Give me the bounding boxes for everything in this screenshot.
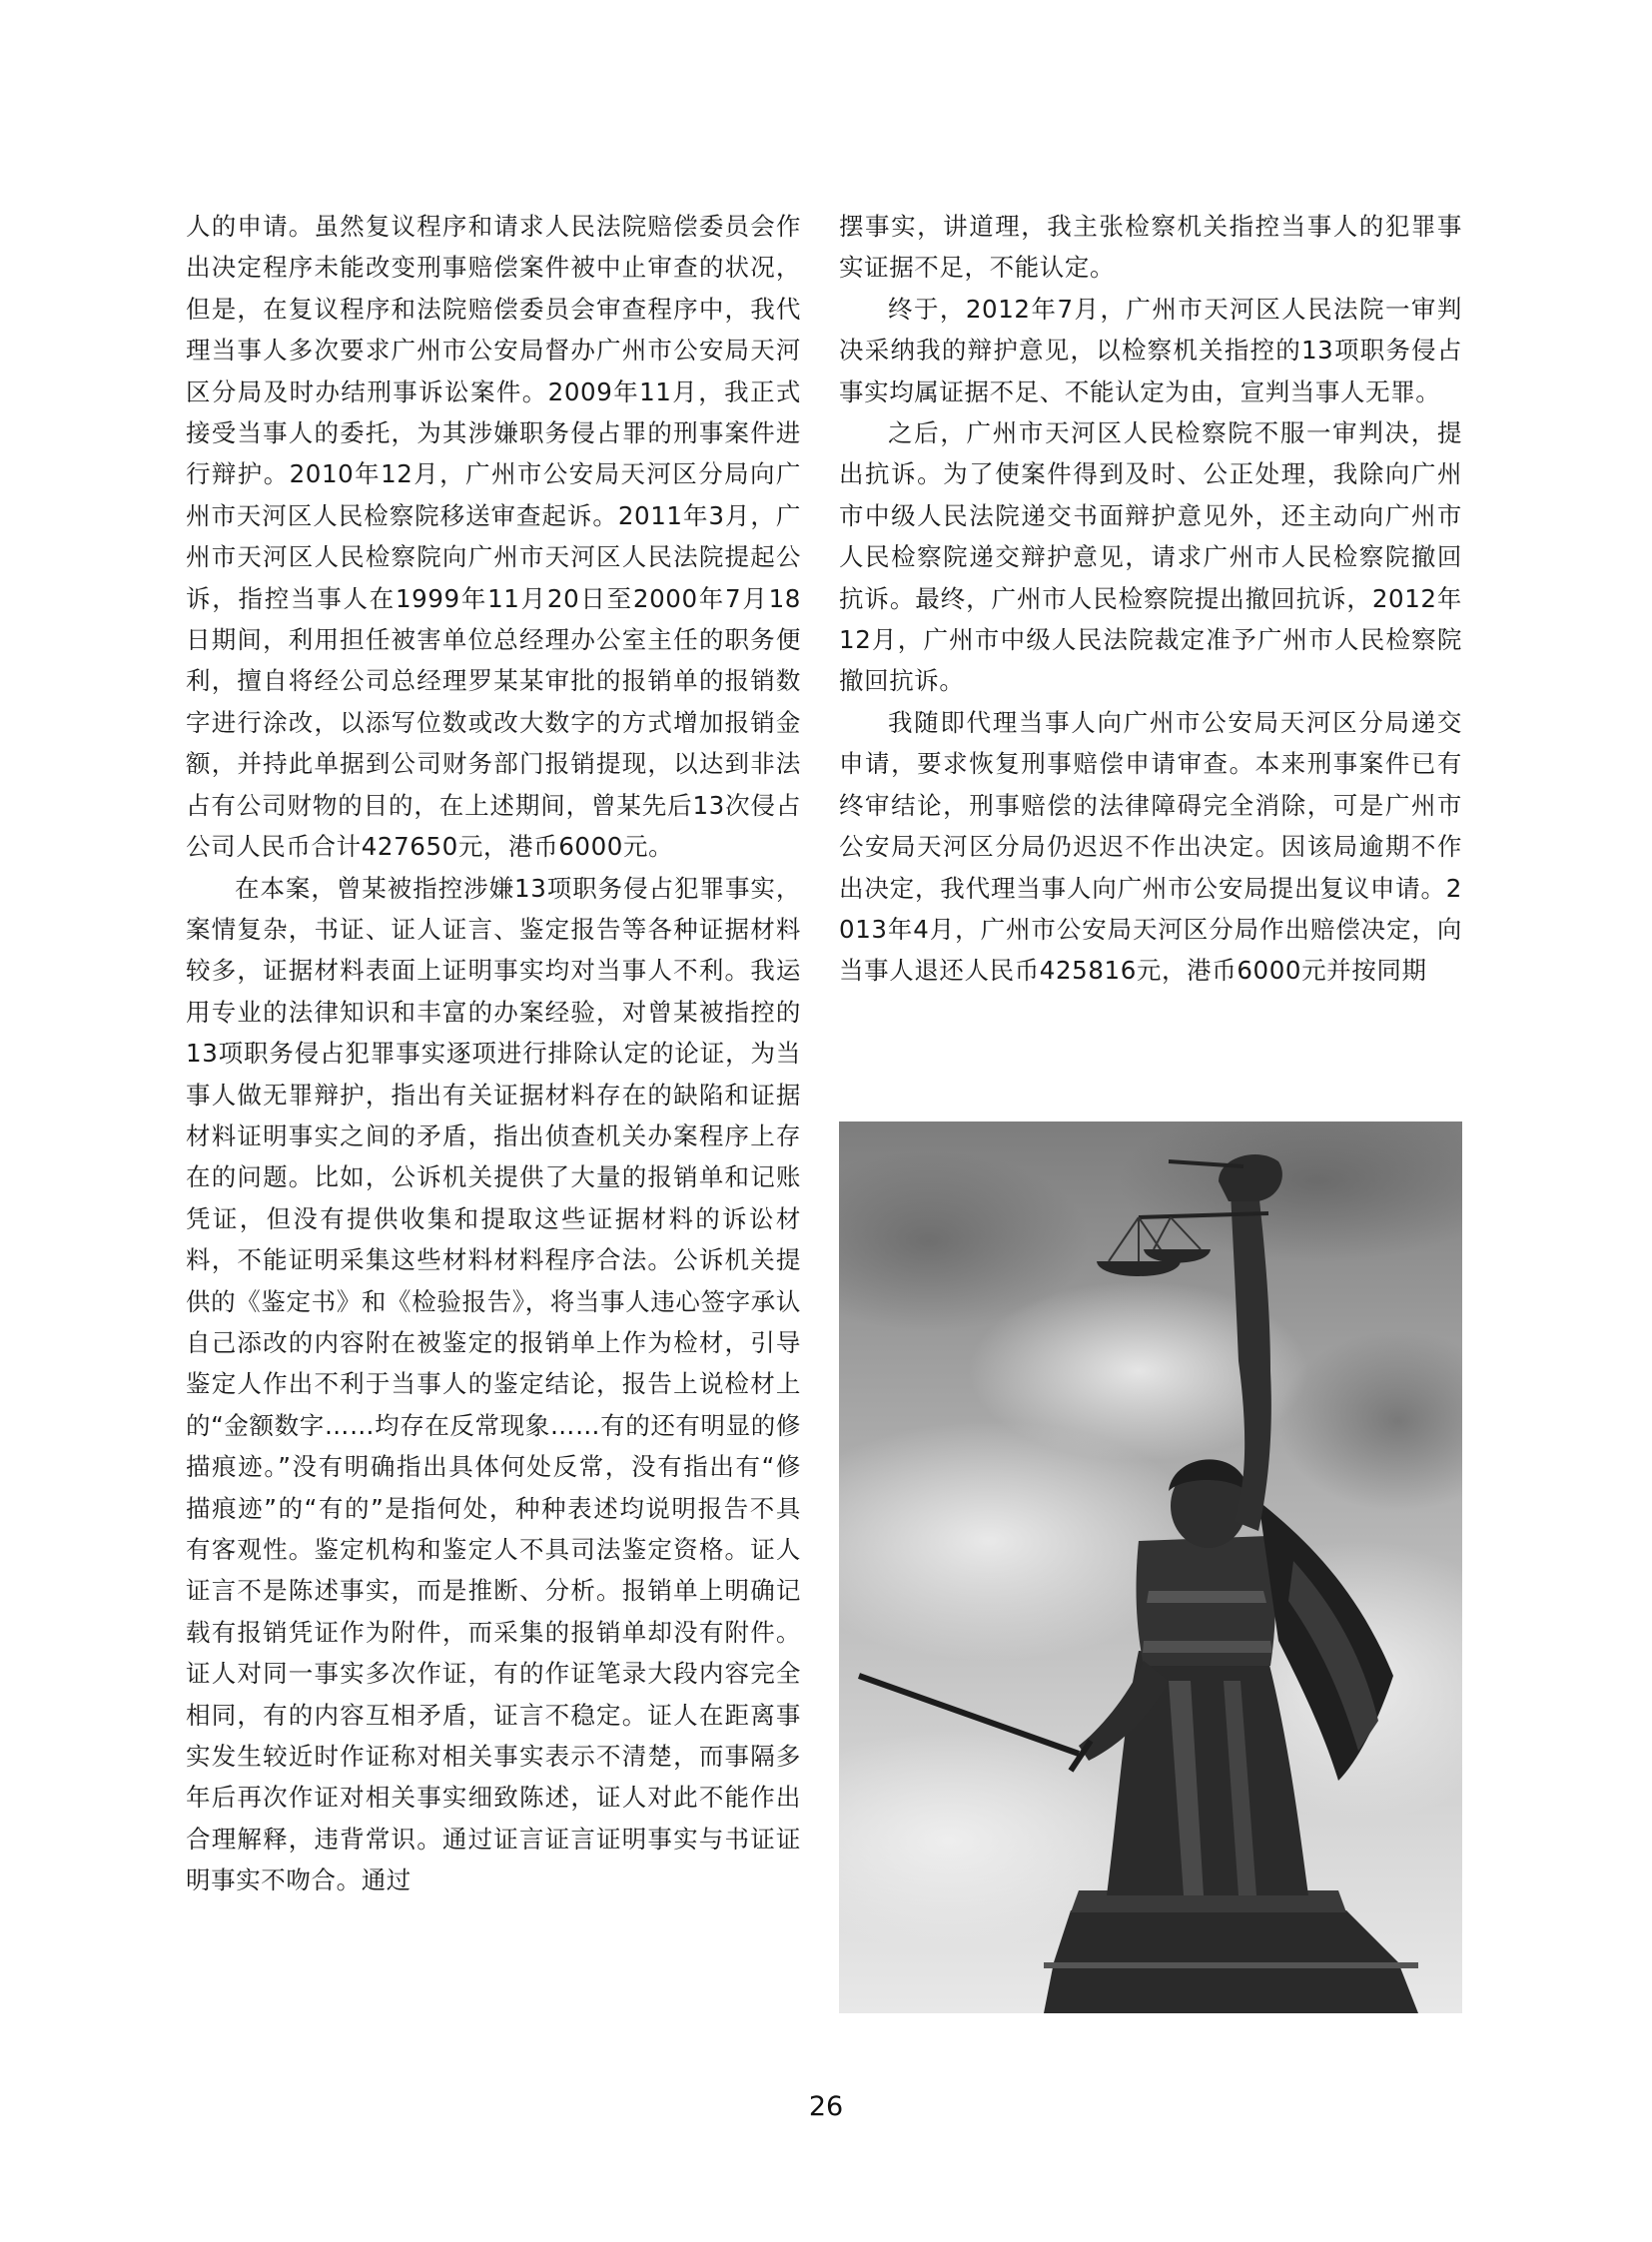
body-paragraph: 在本案，曾某被指控涉嫌13项职务侵占犯罪事实，案情复杂，书证、证人证言、鉴定报告等各种证据材料较多，证据材料表面上证明事实均对当事人不利。我运用专业的法律知识和丰富的办案经验，对曾某被指控的13项职务侵占犯罪事实逐项进行排除认定的论证，为当事人做无罪辩护，指出有关证据材料存在的缺陷和证据材料证明事实之间的矛盾，指出侦查机关办案程序上存在的问题。比如，公诉机关提供了大量的报销单和记账凭证，但没有提供收集和提取这些证据材料的诉讼材料，不能证明采集这些材料材料程序合法。公诉机关提供的《鉴定书》和《检验报告》，将当事人违心签字承认自己添改的内容附在被鉴定的报销单上作为检材，引导鉴定人作出不利于当事人的鉴定结论，报告上说检材上的“金额数字……均存在反常现象……有的还有明显的修描痕迹。”没有明确指出具体何处反常，没有指出有“修描痕迹”的“有的”是指何处，种种表述均说明报告不具有客观性。鉴定机构和鉴定人不具司法鉴定资格。证人证言不是陈述事实，而是推断、分析。报销单上明确记载有报销凭证作为附件，而采集的报销单却没有附件。证人对同一事实多次作证，有的作证笔录大段内容完全相同，有的内容互相矛盾，证言不稳定。证人在距离事实发生较近时作证称对相关事实表示不清楚，而事隔多年后再次作证对相关事实细致陈述，证人对此不能作出合理解释，违背常识。通过证言证言证明事实与书证证明事实不吻合。通过 xyxy=(186,873,801,1895)
body-paragraph: 之后，广州市天河区人民检察院不服一审判决，提出抗诉。为了使案件得到及时、公正处理，我除向广州市中级人民法院递交书面辩护意见外，还主动向广州市人民检察院递交辩护意见，请求广州市人民检察院撤回抗诉。最终，广州市人民检察院提出撤回抗诉，2012年12月，广州市中级人民法院裁定准予广州市人民检察院撤回抗诉。 xyxy=(839,418,1462,696)
left-column xyxy=(186,206,801,1901)
page-number: 26 xyxy=(808,2091,844,2122)
body-paragraph: 人的申请。虽然复议程序和请求人民法院赔偿委员会作出决定程序未能改变刑事赔偿案件被中止审查的状况，但是，在复议程序和法院赔偿委员会审查程序中，我代理当事人多次要求广州市公安局督办广州市公安局天河区分局及时办结刑事诉讼案件。2009年11月，我正式接受当事人的委托，为其涉嫌职务侵占罪的刑事案件进行辩护。2010年12月，广州市公安局天河区分局向广州市天河区人民检察院移送审查起诉。2011年3月，广州市天河区人民检察院向广州市天河区人民法院提起公诉，指控当事人在1999年11月20日至2000年7月18日期间，利用担任被害单位总经理办公室主任的职务便利，擅自将经公司总经理罗某某审批的报销单的报销数字进行涂改，以添写位数或改大数字的方式增加报销金额，并持此单据到公司财务部门报销提现，以达到非法占有公司财物的目的，在上述期间，曾某先后13次侵占公司人民币合计427650元，港币6000元。 xyxy=(186,212,801,862)
body-paragraph: 摆事实，讲道理，我主张检察机关指控当事人的犯罪事实证据不足，不能认定。 xyxy=(839,212,1462,283)
body-paragraph: 终于，2012年7月，广州市天河区人民法院一审判决采纳我的辩护意见，以检察机关指控的13项职务侵占事实均属证据不足、不能认定为由，宣判当事人无罪。 xyxy=(839,294,1462,406)
body-paragraph: 我随即代理当事人向广州市公安局天河区分局递交申请，要求恢复刑事赔偿申请审查。本来刑事案件已有终审结论，刑事赔偿的法律障碍完全消除，可是广州市公安局天河区分局仍迟迟不作出决定。因该局逾期不作出决定，我代理当事人向广州市公安局提出复议申请。2013年4月，广州市公安局天河区分局作出赔偿决定，向当事人退还人民币425816元，港币6000元并按同期 xyxy=(839,707,1462,986)
right-column xyxy=(839,206,1462,992)
statue-of-justice-photo xyxy=(839,1121,1462,2013)
